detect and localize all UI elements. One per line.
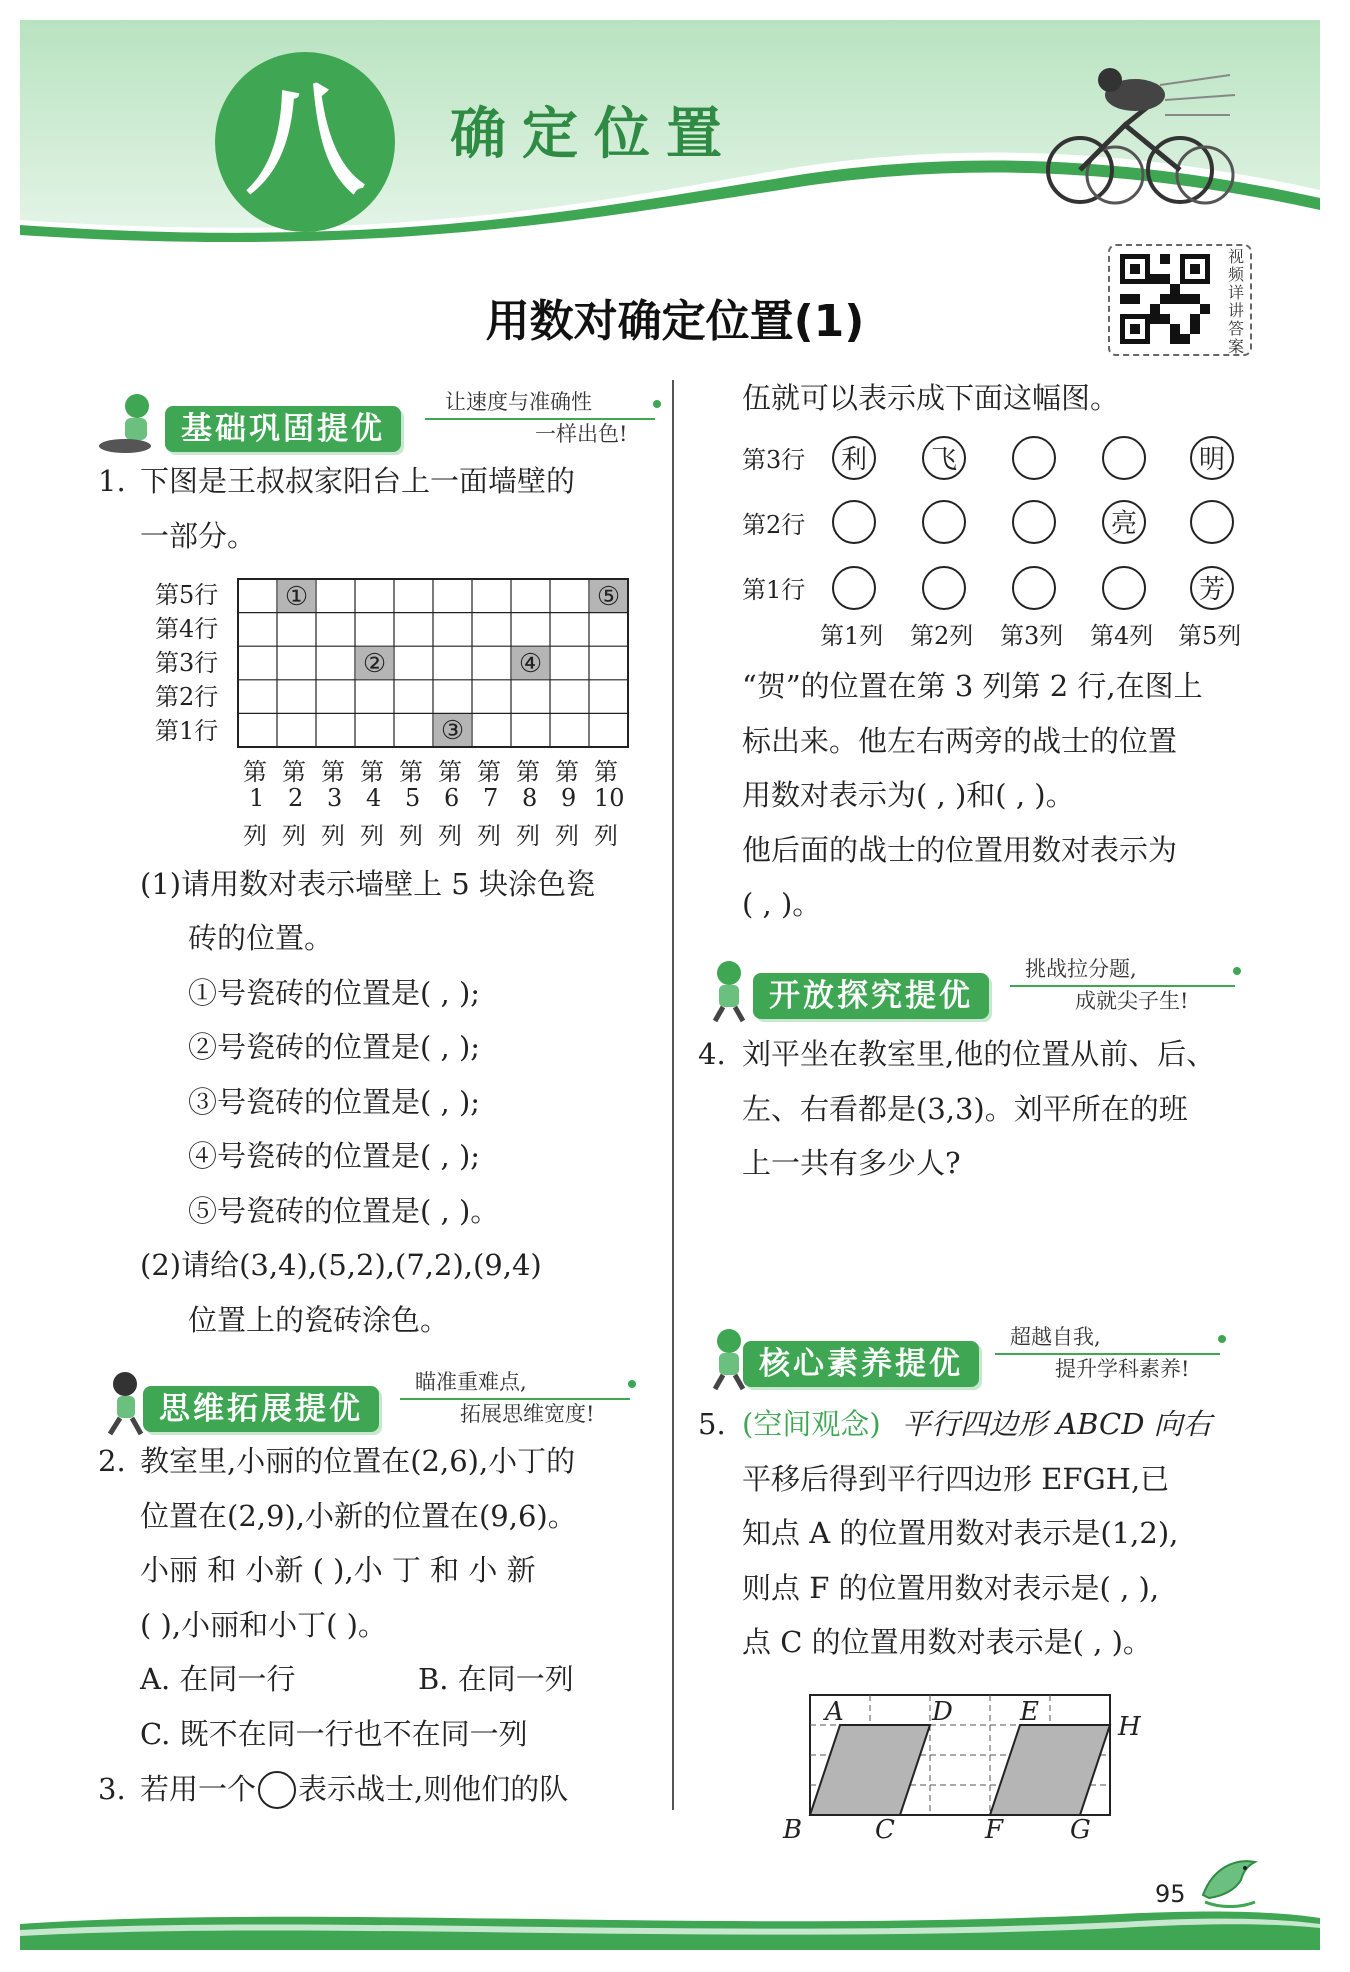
q3-col-label-3: 第3列 (1000, 622, 1064, 650)
q1-col-top-1: 第 (243, 758, 267, 786)
q5-number: 5. (698, 1407, 726, 1441)
q5-tag: (空间观念) (742, 1407, 881, 1441)
q1-answer-1: ①号瓷砖的位置是( , ); (188, 976, 481, 1010)
section-core-label: 核心素养提优 (743, 1341, 979, 1387)
qr-caption: 视频详讲答案 (1228, 247, 1245, 356)
q2-line-3: 小丽 和 小新 ( ),小 丁 和 小 新 (140, 1553, 536, 1587)
q1-col-top-3: 第 (321, 758, 345, 786)
q1-col-num-8: 8 (522, 784, 538, 812)
q3-line-1a: 若用一个 (140, 1772, 257, 1806)
q3-soldier-r1c4 (1102, 566, 1146, 610)
q1-col-num-4: 4 (366, 784, 382, 812)
q4-number: 4. (698, 1037, 726, 1071)
q1-column-labels (237, 752, 629, 852)
q1-col-bot-6: 列 (438, 822, 462, 850)
section-basic-slogan-2: 一样出色! (535, 422, 628, 446)
column-divider (672, 380, 674, 1810)
section-open-slogan-2: 成就尖子生! (1075, 989, 1189, 1013)
q5-point-e: E (1020, 1697, 1039, 1727)
q3-soldier-r2c4: 亮 (1102, 500, 1146, 544)
q3-row-label-1: 第1行 (742, 576, 806, 604)
q5-point-h: H (1118, 1712, 1141, 1742)
chapter-number-badge: 八 (215, 52, 395, 232)
q3-number: 3. (98, 1772, 126, 1806)
section-open-dot (1233, 967, 1241, 975)
q1-col-num-10: 10 (594, 784, 625, 812)
q1-number: 1. (98, 464, 126, 498)
q1-tile-grid (237, 578, 629, 748)
q3-soldier-circle-symbol (258, 1771, 296, 1809)
q5-parallelogram-diagram (780, 1680, 1160, 1840)
q5-point-g: G (1070, 1815, 1091, 1840)
q3-soldier-r3c2: 飞 (922, 436, 966, 480)
q3-col-label-5: 第5列 (1178, 622, 1242, 650)
section-thinking-dot (628, 1380, 636, 1388)
q1-col-num-3: 3 (327, 784, 343, 812)
q5-line-3: 知点 A 的位置用数对表示是(1,2), (742, 1516, 1179, 1550)
q1-col-bot-5: 列 (399, 822, 423, 850)
q2-line-2: 位置在(2,9),小新的位置在(9,6)。 (140, 1499, 577, 1533)
section-core-slogan-1: 超越自我, (1010, 1325, 1101, 1349)
section-core-dot (1218, 1335, 1226, 1343)
q5-line-4: 则点 F 的位置用数对表示是( , ), (742, 1571, 1160, 1605)
q3-soldier-r3c1: 利 (832, 436, 876, 480)
section-open-header (695, 955, 1255, 1025)
q1-col-bot-2: 列 (282, 822, 306, 850)
q1-answer-3: ③号瓷砖的位置是( , ); (188, 1085, 481, 1119)
q5-point-d: D (932, 1697, 953, 1727)
q1-row-label-4: 第4行 (155, 615, 219, 643)
q1-col-bot-3: 列 (321, 822, 345, 850)
q5-line-1: 平行四边形 ABCD 向右 (902, 1407, 1212, 1441)
section-basic-line (425, 418, 655, 420)
section-basic-label: 基础巩固提优 (165, 406, 401, 452)
q2-line-4: ( ),小丽和小丁( )。 (140, 1608, 387, 1642)
q1-sub2-line-1: (2)请给(3,4),(5,2),(7,2),(9,4) (140, 1248, 542, 1282)
section-thinking-slogan-2: 拓展思维宽度! (460, 1402, 595, 1426)
q5-point-a: A (825, 1697, 844, 1727)
q1-tile-label-4: ④ (518, 649, 543, 679)
q1-answer-2: ②号瓷砖的位置是( , ); (188, 1030, 481, 1064)
q4-line-1: 刘平坐在教室里,他的位置从前、后、 (742, 1037, 1216, 1071)
q1-col-bot-1: 列 (243, 822, 267, 850)
dolphin-icon (1195, 1850, 1265, 1910)
footer-band (20, 1904, 1320, 1950)
q3-soldier-r2c3 (1012, 500, 1056, 544)
q3-soldier-r2c2 (922, 500, 966, 544)
q3-soldier-r3c4 (1102, 436, 1146, 480)
q3-line-1b: 表示战士,则他们的队 (298, 1772, 569, 1806)
q1-col-bot-7: 列 (477, 822, 501, 850)
q1-sub1-line-1: (1)请用数对表示墙壁上 5 块涂色瓷 (140, 867, 595, 901)
q1-answer-4: ④号瓷砖的位置是( , ); (188, 1139, 481, 1173)
q1-col-top-10: 第 (594, 758, 618, 786)
q1-col-top-8: 第 (516, 758, 540, 786)
page-number: 95 (1155, 1880, 1186, 1908)
q1-tile-label-1: ① (284, 582, 309, 612)
q4-line-2: 左、右看都是(3,3)。刘平所在的班 (742, 1092, 1188, 1126)
q1-col-num-2: 2 (288, 784, 304, 812)
q1-tile-label-2: ② (362, 649, 387, 679)
q3-line-5: 用数对表示为( , )和( , )。 (742, 778, 1075, 812)
section-thinking-slogan-1: 瞄准重难点, (415, 1370, 527, 1394)
q1-col-num-9: 9 (561, 784, 577, 812)
q1-row-label-3: 第3行 (155, 649, 219, 677)
q2-number: 2. (98, 1444, 126, 1478)
q1-col-top-5: 第 (399, 758, 423, 786)
q3-line-6: 他后面的战士的位置用数对表示为 (742, 833, 1178, 867)
q3-row-label-3: 第3行 (742, 446, 806, 474)
q1-col-top-4: 第 (360, 758, 384, 786)
mascot-skater-icon (95, 388, 165, 458)
section-open-label: 开放探究提优 (753, 973, 989, 1019)
q1-line-2: 一部分。 (140, 519, 257, 553)
q1-col-num-6: 6 (444, 784, 460, 812)
q1-sub2-line-2: 位置上的瓷砖涂色。 (188, 1303, 450, 1337)
q1-col-num-7: 7 (483, 784, 499, 812)
q1-row-label-2: 第2行 (155, 683, 219, 711)
q1-answer-5: ⑤号瓷砖的位置是( , )。 (188, 1194, 500, 1228)
section-thinking-label: 思维拓展提优 (143, 1386, 379, 1432)
section-core-header (695, 1323, 1255, 1393)
q3-soldier-r3c3 (1012, 436, 1056, 480)
q2-option-c: C. 既不在同一行也不在同一列 (140, 1717, 528, 1751)
q3-col-label-4: 第4列 (1090, 622, 1154, 650)
q3-col-label-2: 第2列 (910, 622, 974, 650)
q5-point-c: C (875, 1815, 895, 1840)
lesson-title: 用数对确定位置(1) (485, 296, 865, 347)
q5-line-5: 点 C 的位置用数对表示是( , )。 (742, 1625, 1152, 1659)
q2-line-1: 教室里,小丽的位置在(2,6),小丁的 (140, 1444, 576, 1478)
q5-point-b: B (783, 1815, 803, 1840)
section-basic-slogan-1: 让速度与准确性 (445, 390, 592, 414)
q1-col-bot-8: 列 (516, 822, 540, 850)
q1-row-label-5: 第5行 (155, 581, 219, 609)
section-core-line (995, 1353, 1220, 1355)
q1-col-num-1: 1 (249, 784, 265, 812)
section-basic-header (95, 388, 665, 458)
cyclist-illustration (1040, 55, 1240, 205)
chapter-title: 确定位置 (450, 102, 738, 167)
section-thinking-header (95, 1368, 665, 1438)
section-thinking-line (400, 1398, 630, 1400)
q3-soldier-r1c2 (922, 566, 966, 610)
q3-col-label-1: 第1列 (820, 622, 884, 650)
q3-line-7: ( , )。 (742, 887, 822, 921)
q3-soldier-r2c5 (1190, 500, 1234, 544)
q1-sub1-line-2: 砖的位置。 (188, 921, 334, 955)
q1-row-label-1: 第1行 (155, 717, 219, 745)
qr-code-icon (1120, 254, 1210, 344)
q3-line-4: 标出来。他左右两旁的战士的位置 (742, 724, 1178, 758)
q1-col-bot-9: 列 (555, 822, 579, 850)
section-core-slogan-2: 提升学科素养! (1055, 1357, 1190, 1381)
q3-soldier-r3c5: 明 (1190, 436, 1234, 480)
q3-line-2: 伍就可以表示成下面这幅图。 (742, 381, 1120, 415)
q1-tile-label-3: ③ (440, 716, 465, 746)
q3-soldier-r1c1 (832, 566, 876, 610)
q2-option-a: A. 在同一行 (140, 1662, 296, 1696)
section-basic-dot (653, 400, 661, 408)
q1-col-top-2: 第 (282, 758, 306, 786)
q3-line-3: “贺”的位置在第 3 列第 2 行,在图上 (742, 669, 1203, 703)
q1-col-top-6: 第 (438, 758, 462, 786)
q5-point-f: F (985, 1815, 1004, 1840)
q1-col-num-5: 5 (405, 784, 421, 812)
q1-tile-label-5: ⑤ (596, 582, 621, 612)
q1-col-top-9: 第 (555, 758, 579, 786)
q5-line-2: 平移后得到平行四边形 EFGH,已 (742, 1462, 1170, 1496)
q1-col-bot-10: 列 (594, 822, 618, 850)
q1-line-1: 下图是王叔叔家阳台上一面墙壁的 (140, 464, 576, 498)
section-open-line (1010, 985, 1235, 987)
section-open-slogan-1: 挑战拉分题, (1025, 957, 1137, 981)
q3-row-label-2: 第2行 (742, 511, 806, 539)
q3-soldier-r1c5: 芳 (1190, 566, 1234, 610)
q1-col-bot-4: 列 (360, 822, 384, 850)
q3-soldier-r2c1 (832, 500, 876, 544)
q1-col-top-7: 第 (477, 758, 501, 786)
q4-line-3: 上一共有多少人? (742, 1146, 961, 1180)
q2-option-b: B. 在同一列 (418, 1662, 574, 1696)
q3-soldier-r1c3 (1012, 566, 1056, 610)
